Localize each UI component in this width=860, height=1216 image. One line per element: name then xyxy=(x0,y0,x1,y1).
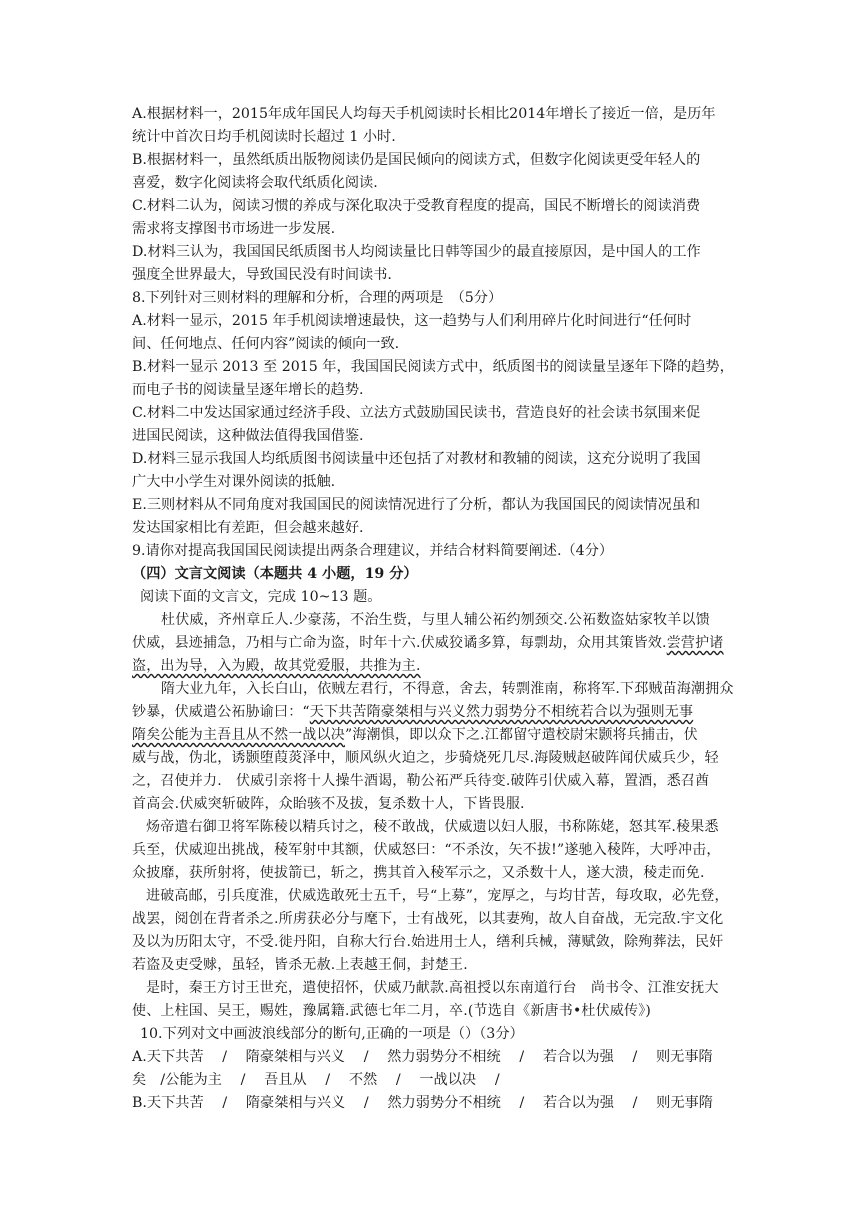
passage-p3-line2: 兵至，伏威迎出挑战，稜军射中其额，伏威怒曰：“不杀汝，矢不拔!”遂驰入稜阵，大呼冲击， xyxy=(132,842,721,858)
passage-p4-line1: 进破高邮，引兵度淮，伏威选敢死士五千，号“上募”，宠厚之，与均甘苦，每攻取，必先登， xyxy=(146,888,729,904)
passage-p2-line3 xyxy=(132,725,698,745)
q8-option-e-line1: E.三则材料从不同角度对我国国民的阅读情况进行了分析，都认为我国国民的阅读情况虽和 xyxy=(132,497,701,513)
q9-question: 9.请你对提高我国国民阅读提出两条合理建议，并结合材料简要阐述.（4分） xyxy=(132,543,614,559)
q7-option-a-line1: A.根据材料一，2015年成年国民人均每天手机阅读时长相比2014年增长了接近一倍，是历年 xyxy=(132,106,716,122)
q7-option-a-line2: 统计中首次日均手机阅读时长超过 1 小时. xyxy=(132,129,396,145)
wavy-underlined-sentence-1b: 盗，出为导，入为殿，故其党爱服，共推为主. xyxy=(132,658,421,674)
passage-p4-line2: 战罢，阅创在背者杀之.所虏获必分与麾下，士有战死，以其妻殉，故人自奋战，无完敌.宇文化 xyxy=(132,911,724,927)
q8-option-e-line2: 发达国家相比有差距，但会越来越好. xyxy=(132,520,364,536)
q10-stem: 10.下列对文中画波浪线部分的断句,正确的一项是（）（3分） xyxy=(140,1026,524,1042)
passage-p2-line3-text: ”海潮惧，即以众下之.江都留守遣校尉宋颢将兵捕击，伏 xyxy=(345,727,698,743)
passage-p5-line2: 使、上柱国、吴王，赐姓，豫属籍.武德七年二月，卒.(节选自《新唐书•杜伏威传》) xyxy=(132,1003,652,1019)
passage-p1-line2-text: 伏威，县迹捕急，乃相与亡命为盗，时年十六.伏威狡谲多算，每剽劫，众用其策皆效. xyxy=(132,635,667,651)
q8-option-c-line2: 进国民阅读，这种做法值得我国借鉴. xyxy=(132,428,364,444)
wavy-underlined-sentence-2b: 隋矣公能为主吾且从不然一战以决 xyxy=(132,727,345,743)
q10-option-a-line2: 矣 /公能为主 / 吾且从 / 不然 / 一战以决 / xyxy=(132,1072,500,1088)
passage-p1-line1: 杜伏威，齐州章丘人.少豪荡，不治生赀，与里人辅公祏约刎颈交.公祏数盗姑家牧羊以馈 xyxy=(161,612,710,628)
q7-option-b-line2: 喜爱，数字化阅读将会取代纸质化阅读. xyxy=(132,175,378,191)
passage-p2-line1: 隋大业九年，入长白山，依贼左君行，不得意，舍去，转剽淮南，称将军.下邳贼苗海潮拥众 xyxy=(161,681,734,697)
q8-option-a-line1: A.材料一显示，2015 年手机阅读增速最快，这一趋势与人们利用碎片化时间进行“任何时 xyxy=(132,313,692,329)
q8-stem: 8.下列针对三则材料的理解和分析，合理的两项是 （5分） xyxy=(132,290,503,306)
passage-p4-line4: 若盗及吏受赇，虽轻，皆杀无赦.上表越王侗，封楚王. xyxy=(132,957,468,973)
q8-option-b-line2: 而电子书的阅读量呈逐年增长的趋势. xyxy=(132,382,364,398)
passage-p3-line1: 炀帝遣右御卫将军陈稜以精兵讨之，稜不敢战，伏威遗以妇人服，书称陈姥，怒其军.稜果悉 xyxy=(146,819,719,835)
q10-option-a-line1: A.天下共苦 / 隋豪桀相与兴义 / 然力弱势分不相统 / 若合以为强 / 则无事隋 xyxy=(132,1049,713,1065)
wavy-underlined-sentence-2a: 天下共苦隋豪桀相与兴义然力弱势分不相统若合以为强则无事 xyxy=(309,704,694,720)
passage-p2-line6: 首高会.伏威突斩破阵，众眙骇不及拔，复杀数十人，下皆畏服. xyxy=(132,796,525,812)
q10-option-b-line1: B.天下共苦 / 隋豪桀相与兴义 / 然力弱势分不相统 / 若合以为强 / 则无事隋 xyxy=(132,1095,713,1111)
passage-p2-line5: 之，召使并力. 伏威引亲将十人操牛酒谒，勒公祏严兵待变.破阵引伏威入幕，置酒，悉召酋 xyxy=(132,773,710,789)
section4-intro: 阅读下面的文言文，完成 10~13 题。 xyxy=(140,589,382,605)
q7-option-c-line2: 需求将支撑图书市场进一步发展. xyxy=(132,221,336,237)
q8-option-b-line1: B.材料一显示 2013 至 2015 年，我国国民阅读方式中，纸质图书的阅读量呈逐年下降的趋势， xyxy=(132,359,734,375)
passage-p4-line3: 及以为历阳太守，不受.徙丹阳，自称大行台.始进用士人，缮利兵械，薄赋敛，除殉葬法，民奸 xyxy=(132,934,724,950)
q7-option-d-line2: 强度全世界最大，导致国民没有时间读书. xyxy=(132,267,392,283)
q7-option-b-line1: B.根据材料一，虽然纸质出版物阅读仍是国民倾向的阅读方式，但数字化阅读更受年轻人的 xyxy=(132,152,701,168)
q8-option-d-line1: D.材料三显示我国人均纸质图书阅读量中还包括了对教材和教辅的阅读，这充分说明了我国 xyxy=(132,451,701,467)
q7-option-c-line1: C.材料二认为，阅读习惯的养成与深化取决于受教育程度的提高，国民不断增长的阅读消费 xyxy=(132,198,701,214)
passage-p2-line2 xyxy=(132,702,693,722)
passage-p2-line4: 威与战，伪北，诱颢堕葭菼泽中，顺风纵火迫之，步骑烧死几尽.海陵贼赵破阵闻伏威兵少，轻 xyxy=(132,750,719,766)
section4-title: （四）文言文阅读（本题共 4 小题，19 分） xyxy=(132,566,418,582)
q8-option-a-line2: 间、任何地点、任何内容”阅读的倾向一致. xyxy=(132,336,400,352)
passage-p5-line1: 是时，秦王方讨王世充，遣使招怀，伏威乃献款.高祖授以东南道行台 尚书令、江淮安抚大 xyxy=(146,980,719,996)
passage-p3-line3: 众披靡，获所射将，使拔箭已，斩之，携其首入稜军示之，又杀数十人，遂大溃，稜走而免. xyxy=(132,865,705,881)
wavy-underlined-sentence-1a: 尝营护诸 xyxy=(666,635,724,651)
q8-option-d-line2: 广大中小学生对课外阅读的抵触. xyxy=(132,474,336,490)
q7-option-d-line1: D.材料三认为，我国国民纸质图书人均阅读量比日韩等国少的最直接原因，是中国人的工作 xyxy=(132,244,701,260)
q8-option-c-line1: C.材料二中发达国家通过经济手段、立法方式鼓励国民读书，营造良好的社会读书氛围来促 xyxy=(132,405,701,421)
passage-p1-line2 xyxy=(132,633,724,653)
passage-p2-line2-text: 钞暴，伏威遣公祏胁谕曰：“ xyxy=(132,704,310,720)
